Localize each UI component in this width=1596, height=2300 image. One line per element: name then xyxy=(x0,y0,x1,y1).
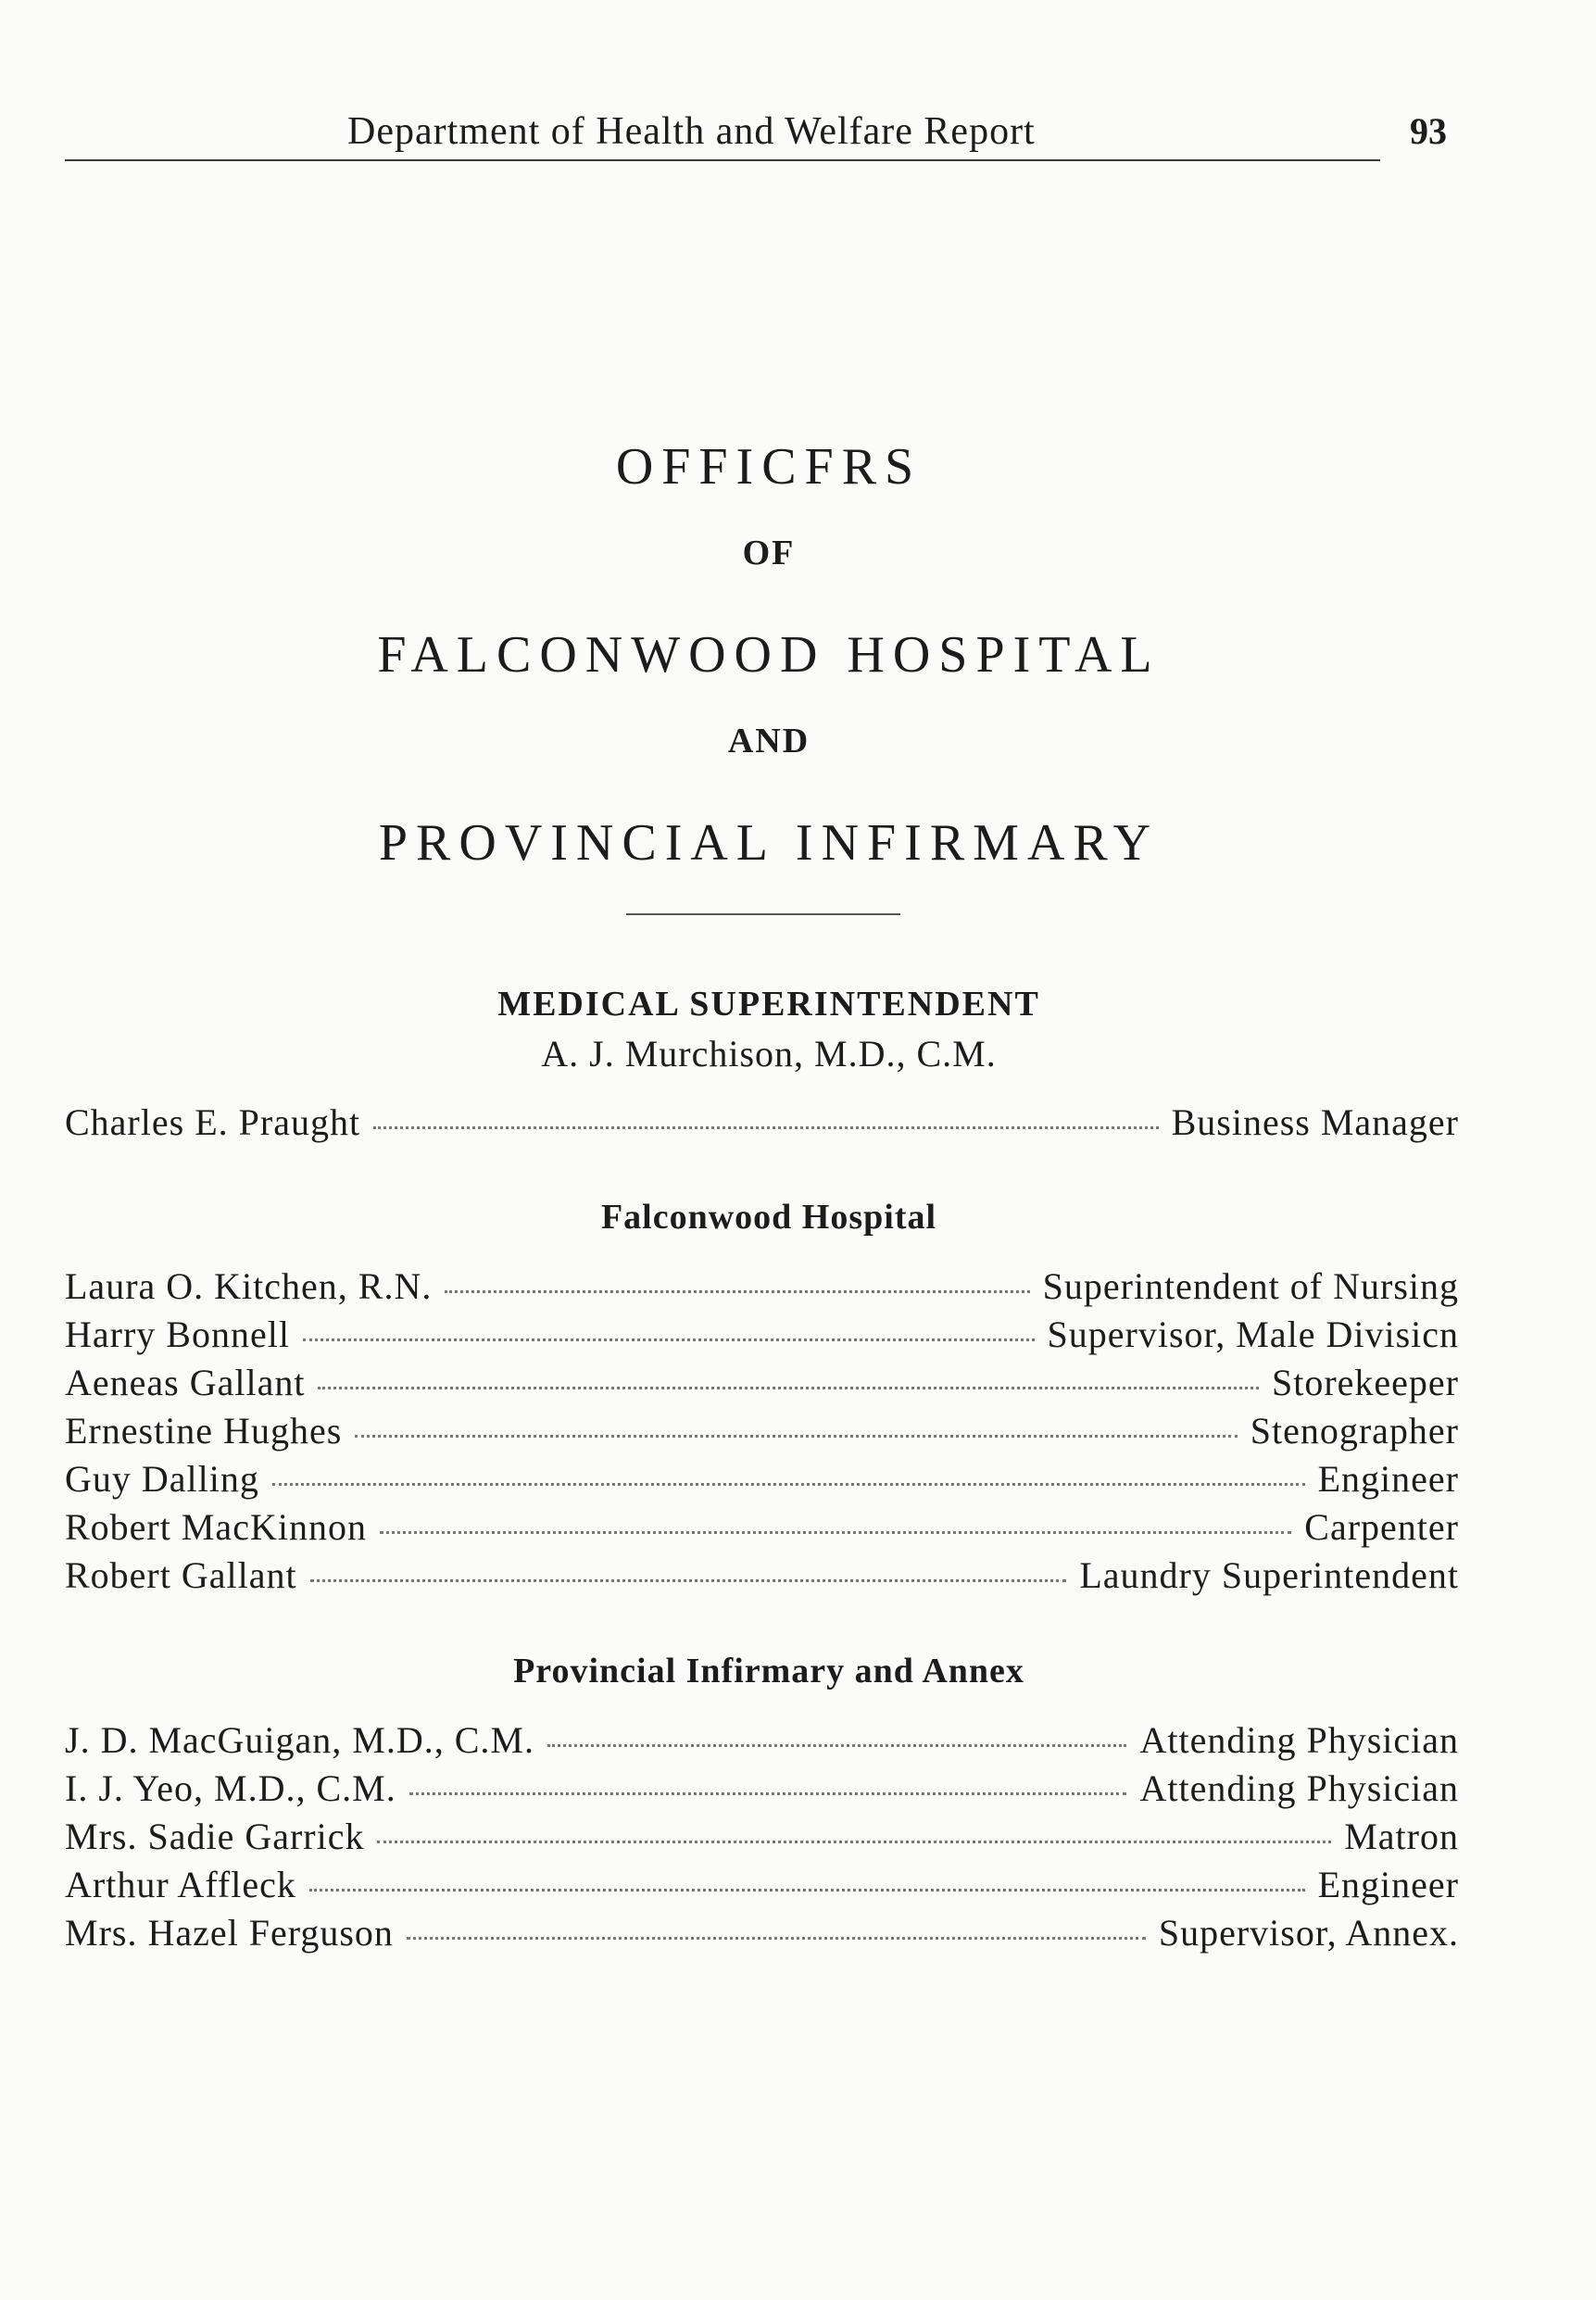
dotted-leader xyxy=(373,1126,1159,1129)
officer-role: Supervisor, Annex. xyxy=(1158,1912,1459,1954)
officer-role: Attending Physician xyxy=(1139,1719,1459,1761)
officer-row-business-manager xyxy=(65,1100,1459,1147)
officer-role: Laundry Superintendent xyxy=(1079,1554,1459,1596)
officer-row xyxy=(65,1505,1459,1552)
officer-name: J. D. MacGuigan, M.D., C.M. xyxy=(65,1719,534,1761)
officer-row xyxy=(65,1361,1459,1407)
officer-row xyxy=(65,1313,1459,1359)
dotted-leader xyxy=(409,1792,1127,1795)
dotted-leader xyxy=(407,1937,1146,1940)
officer-row xyxy=(65,1718,1459,1765)
officer-role: Engineer xyxy=(1317,1458,1459,1500)
officer-row xyxy=(65,1457,1459,1503)
header-title: Department of Health and Welfare Report xyxy=(347,110,1036,153)
title-officers: OFFICFRS xyxy=(615,438,923,496)
officer-role: Engineer xyxy=(1317,1864,1459,1905)
title-provincial-infirmary: PROVINCIAL INFIRMARY xyxy=(378,814,1160,872)
officer-name: Laura O. Kitchen, R.N. xyxy=(65,1265,433,1307)
officer-name: Robert MacKinnon xyxy=(65,1506,367,1548)
officer-role: Superintendent of Nursing xyxy=(1042,1265,1459,1307)
officer-name: Guy Dalling xyxy=(65,1458,259,1500)
dotted-leader xyxy=(445,1290,1029,1293)
medical-superintendent-name: A. J. Murchison, M.D., C.M. xyxy=(541,1033,997,1075)
title-of: OF xyxy=(742,534,796,572)
dotted-leader xyxy=(309,1889,1305,1892)
running-header xyxy=(65,104,1447,161)
officer-row xyxy=(65,1863,1459,1909)
officer-name: I. J. Yeo, M.D., C.M. xyxy=(65,1767,396,1809)
officer-name: Charles E. Praught xyxy=(65,1101,361,1143)
officer-name: Mrs. Sadie Garrick xyxy=(65,1816,365,1857)
officer-name: Arthur Affleck xyxy=(65,1864,296,1905)
title-falconwood-hospital: FALCONWOOD HOSPITAL xyxy=(377,626,1161,684)
dotted-leader xyxy=(272,1483,1305,1486)
dotted-leader xyxy=(377,1841,1331,1843)
officer-name: Robert Gallant xyxy=(65,1554,297,1596)
dotted-leader xyxy=(318,1387,1259,1389)
medical-superintendent-heading: MEDICAL SUPERINTENDENT xyxy=(497,985,1040,1024)
dotted-leader xyxy=(310,1579,1067,1582)
officer-role: Business Manager xyxy=(1171,1101,1459,1143)
officer-row xyxy=(65,1553,1459,1600)
dotted-leader xyxy=(380,1531,1291,1534)
officer-name: Aeneas Gallant xyxy=(65,1362,306,1403)
officer-name: Ernestine Hughes xyxy=(65,1410,343,1452)
title-and: AND xyxy=(727,722,811,760)
officer-row xyxy=(65,1409,1459,1455)
officer-role: Matron xyxy=(1344,1816,1459,1857)
officer-name: Mrs. Hazel Ferguson xyxy=(65,1912,394,1954)
dotted-leader xyxy=(355,1435,1237,1438)
officer-row xyxy=(65,1766,1459,1813)
officer-row xyxy=(65,1264,1459,1311)
falconwood-hospital-heading: Falconwood Hospital xyxy=(600,1198,937,1237)
officer-row xyxy=(65,1815,1459,1861)
dotted-leader xyxy=(303,1339,1035,1341)
officer-role: Supervisor, Male Divisicn xyxy=(1047,1313,1459,1355)
title-divider xyxy=(626,913,900,915)
officer-role: Attending Physician xyxy=(1139,1767,1459,1809)
dotted-leader xyxy=(547,1744,1126,1747)
officer-role: Carpenter xyxy=(1304,1506,1459,1548)
officer-name: Harry Bonnell xyxy=(65,1313,290,1355)
provincial-infirmary-heading: Provincial Infirmary and Annex xyxy=(513,1652,1024,1690)
officer-role: Stenographer xyxy=(1250,1410,1459,1452)
page-number: 93 xyxy=(1410,110,1447,152)
officer-role: Storekeeper xyxy=(1271,1362,1459,1403)
officer-row xyxy=(65,1911,1459,1957)
